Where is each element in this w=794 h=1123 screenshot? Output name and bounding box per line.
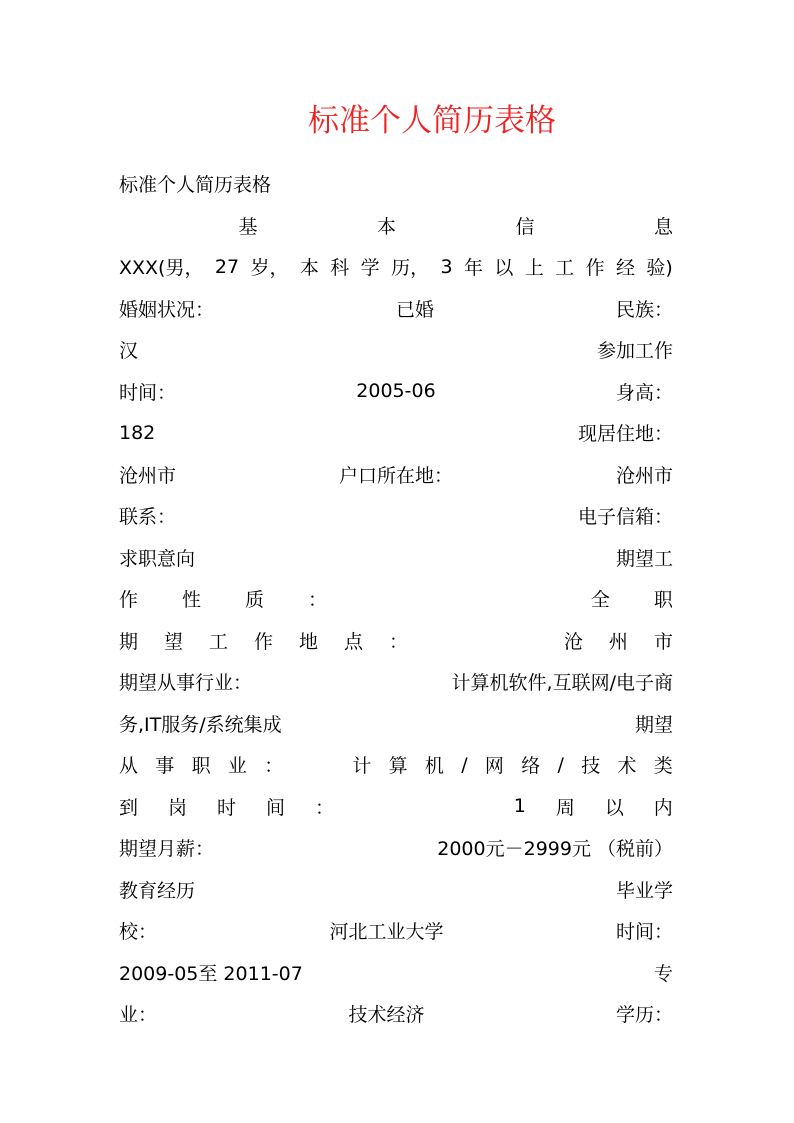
text-segment: 时间： [119,381,177,404]
text-segment: 联系： [119,506,177,529]
text-segment: 络 [521,755,541,778]
text-segment: 算 [388,755,408,778]
text-segment: 信 [515,215,535,238]
text-segment: / [557,753,564,776]
text-segment: 内 [653,796,673,819]
text-segment: 1 [513,795,526,818]
text-segment: 业： [119,1004,158,1027]
text-segment: XXX(男， [119,257,204,280]
text-segment: 计 [352,755,372,778]
text-segment: 婚姻状况： [119,298,215,321]
text-segment: 望 [164,630,184,653]
text-segment: 点 [344,630,364,653]
text-segment: 网 [484,755,504,778]
text-segment: 到 [119,796,139,819]
text-segment: 河北工业大学 [329,921,444,944]
text-segment: 沧州市 [615,464,673,487]
text-segment: 以 [494,257,514,280]
text-segment: 务,IT服务/系统集成 [119,713,282,736]
text-line [119,993,673,1035]
text-segment: 从 [119,755,139,778]
text-segment: 间 [265,796,285,819]
text-line [119,744,673,786]
text-segment: 2005-06 [356,380,436,403]
document-title: 标准个人简历表格 [308,103,556,139]
text-segment: 作 [585,257,605,280]
text-segment: 历， [391,257,430,280]
text-segment: 类 [653,755,673,778]
text-line [119,495,673,537]
text-segment: 期 [119,630,139,653]
text-segment: 本 [376,215,396,238]
text-segment: 求职意向 [119,547,196,570]
text-line [119,620,673,662]
text-segment: 期望从事行业： [119,672,253,695]
text-segment: 专 [653,962,673,985]
text-segment: 沧州市 [119,464,177,487]
text-segment: 身高： [615,381,673,404]
text-line [119,869,673,911]
text-segment: 计算机软件,互联网/电子商 [451,672,673,695]
text-line [119,454,673,496]
text-segment: 27 [214,255,240,278]
text-segment: 质 [245,589,265,612]
text-segment: 业 [227,755,247,778]
text-segment: 岗 [167,796,187,819]
text-segment: 职 [653,589,673,612]
text-segment: 验) [646,257,673,280]
text-segment: 全 [590,589,610,612]
text-segment: 州 [608,630,628,653]
text-segment: 现居住地： [577,423,673,446]
text-line [119,412,673,454]
text-segment: ： [308,589,328,612]
text-segment: 民族： [615,298,673,321]
text-segment: 沧 [563,630,583,653]
text-segment: 毕业学 [615,879,673,902]
text-line [119,578,673,620]
text-segment: 户口所在地： [338,464,453,487]
text-segment: 期望 [634,713,673,736]
text-segment: 年 [463,257,483,280]
text-segment: 本 [299,257,319,280]
text-segment: 校： [119,921,158,944]
text-segment: 工 [209,630,229,653]
text-line [119,288,673,330]
text-segment: 技术经济 [348,1004,425,1027]
text-segment: 汉 [119,340,139,363]
text-segment: 上 [524,257,544,280]
text-segment: 期望月薪： [119,838,215,861]
text-line [119,786,673,828]
text-segment: 时 [216,796,236,819]
text-segment: 技 [581,755,601,778]
text-segment: 机 [424,755,444,778]
text-segment: 息 [653,215,673,238]
text-segment: 电子信箱： [577,506,673,529]
text-line [119,537,673,579]
text-line [119,827,673,869]
text-line [119,163,673,205]
text-segment: 职 [191,755,211,778]
text-segment: 作 [119,589,139,612]
text-line [119,329,673,371]
text-segment: ： [264,755,284,778]
resume-body [119,163,673,1035]
text-segment: 岁， [250,257,289,280]
text-segment: 科 [330,257,350,280]
text-segment: ： [389,630,409,653]
text-line [119,246,673,288]
text-segment: 时间： [615,921,673,944]
text-segment: 2000元－2999元 （税前） [437,838,673,861]
text-segment: 学 [360,257,380,280]
text-line [119,952,673,994]
text-segment: 标准个人简历表格 [119,174,272,197]
text-segment: 学历： [615,1004,673,1027]
text-segment: 工 [555,257,575,280]
text-line [119,703,673,745]
text-segment: 教育经历 [119,879,196,902]
text-segment: 事 [155,755,175,778]
text-segment: 2009-05至 2011-07 [119,962,303,985]
text-line [119,205,673,247]
text-segment: 182 [119,421,156,444]
text-segment: 期望工 [615,547,673,570]
text-segment: 以 [604,796,624,819]
text-segment: 术 [617,755,637,778]
text-segment: 周 [555,796,575,819]
text-segment: 经 [615,257,635,280]
text-line [119,661,673,703]
text-segment: 地 [299,630,319,653]
text-segment: 参加工作 [596,340,673,363]
text-line [119,371,673,413]
text-segment: / [461,753,468,776]
text-segment: 3 [440,255,453,278]
text-segment: ： [314,796,334,819]
text-segment: 已婚 [395,298,434,321]
text-segment: 基 [238,215,258,238]
text-segment: 性 [182,589,202,612]
text-line [119,910,673,952]
text-segment: 市 [653,630,673,653]
text-segment: 作 [254,630,274,653]
